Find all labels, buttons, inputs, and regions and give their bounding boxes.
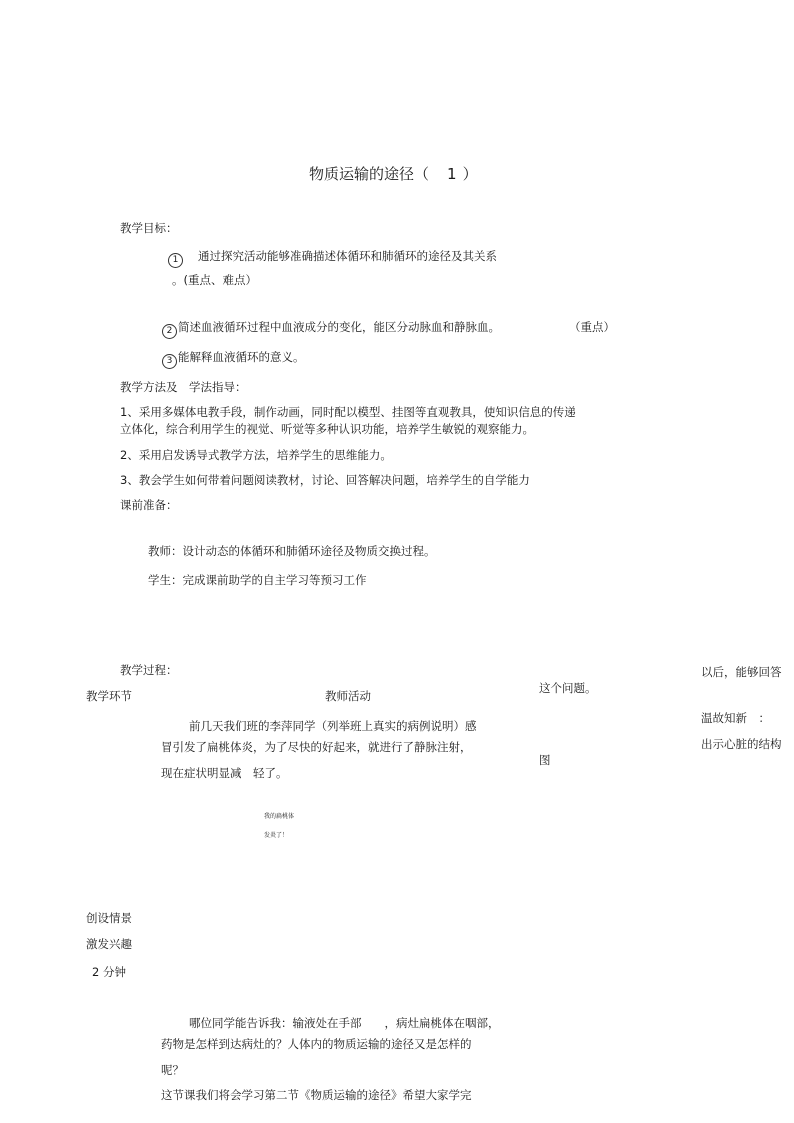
objective-2 (162, 320, 500, 339)
page-title (309, 167, 478, 181)
circled-number-1: 1 (168, 253, 183, 268)
title-main: 物质运输的途径（ (309, 165, 430, 183)
right-text-2: 温故知新 ： (701, 711, 770, 725)
objectives-heading: 教学目标： (120, 221, 178, 235)
objective-2-note: （重点） (569, 320, 615, 334)
question-line-3: 呢？ (161, 1063, 184, 1077)
image-caption-line-2: 发炎了！ (264, 832, 289, 839)
process-heading: 教学过程： (120, 663, 178, 677)
circled-number-2: 2 (162, 324, 177, 339)
objective-3-text: 能解释血液循环的意义。 (178, 350, 305, 364)
circled-number-3: 3 (162, 354, 177, 369)
story-line-3: 现在症状明显减 轻了。 (161, 766, 288, 780)
method-3: 3、教会学生如何带着问题阅读教材，讨论、回答解决问题，培养学生的自学能力 (120, 473, 530, 487)
image-caption-line-1: 我的扁桃体 (264, 813, 295, 820)
middle-text-2: 图 (539, 753, 551, 767)
objective-1 (168, 249, 497, 268)
prep-teacher: 教师：设计动态的体循环和肺循环途径及物质交换过程。 (148, 544, 436, 558)
column-header-stage: 教学环节 (86, 689, 132, 703)
method-2: 2、采用启发诱导式教学方法，培养学生的思维能力。 (120, 448, 392, 462)
stage-label-1: 创设情景 (86, 911, 132, 925)
column-header-teacher-activity: 教师活动 (325, 689, 371, 703)
story-line-2: 冒引发了扁桃体炎，为了尽快的好起来，就进行了静脉注射， (161, 740, 472, 754)
methods-heading: 教学方法及 学法指导： (120, 380, 247, 394)
prep-heading: 课前准备： (120, 498, 178, 512)
stage-duration: 2 分钟 (92, 965, 126, 979)
question-line-1: 哪位同学能告诉我：输液处在手部 ，病灶扁桃体在咽部， (189, 1016, 500, 1030)
objective-1-text: 通过探究活动能够准确描述体循环和肺循环的途径及其关系 (198, 249, 497, 263)
question-line-2: 药物是怎样到达病灶的？人体内的物质运输的途径又是怎样的 (161, 1037, 472, 1051)
stage-label-2: 激发兴趣 (86, 937, 132, 951)
prep-student: 学生：完成课前助学的自主学习等预习工作 (148, 573, 367, 587)
method-1-line-1: 1、采用多媒体电教手段，制作动画，同时配以模型、挂图等直观教具，使知识信息的传递 (120, 405, 576, 419)
objective-3 (162, 350, 305, 369)
objective-1-note: 。(重点、难点） (172, 273, 257, 287)
right-text-3: 出示心脏的结构 (701, 737, 782, 751)
title-close: ） (462, 165, 478, 183)
middle-text-1: 这个问题。 (539, 681, 597, 695)
title-number: 1 (447, 165, 457, 183)
story-line-1: 前几天我们班的李萍同学（列举班上真实的病例说明）感 (189, 719, 477, 733)
objective-2-text: 简述血液循环过程中血液成分的变化，能区分动脉血和静脉血。 (178, 320, 500, 334)
method-1-line-2: 立体化，综合利用学生的视觉、听觉等多种认识功能，培养学生敏锐的观察能力。 (120, 422, 534, 436)
question-line-4: 这节课我们将会学习第二节《物质运输的途径》希望大家学完 (161, 1088, 472, 1102)
right-text-1: 以后，能够回答 (701, 665, 782, 679)
